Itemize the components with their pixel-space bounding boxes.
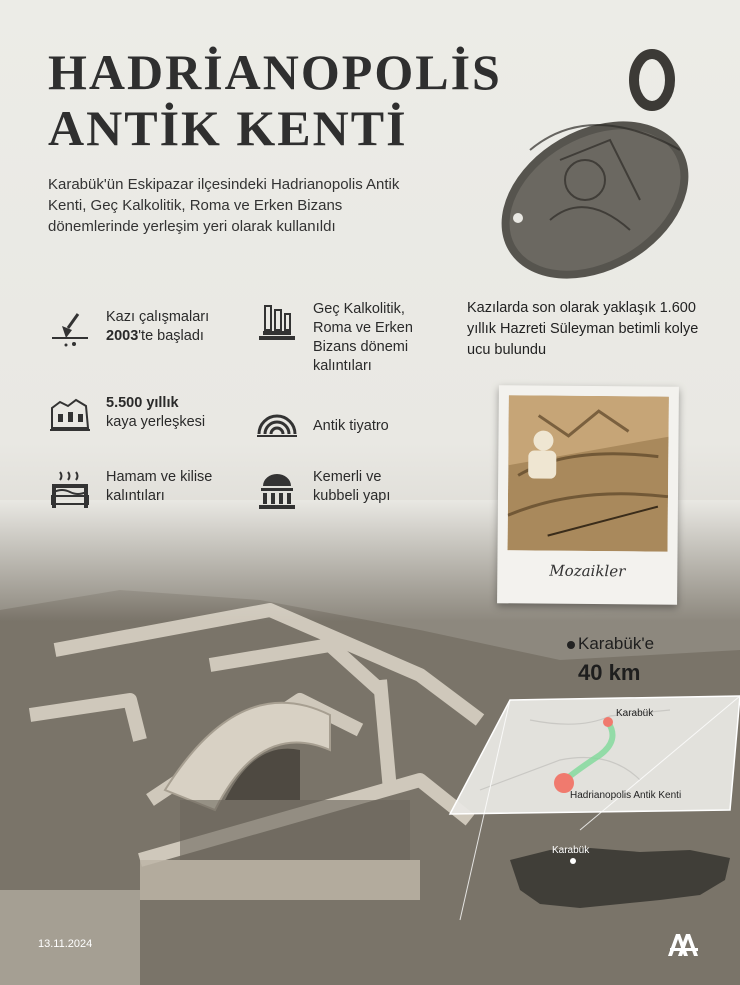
mosaic-photo xyxy=(508,395,669,551)
feature-theater-text: Antik tiyatro xyxy=(313,417,389,434)
domed-building-icon xyxy=(255,468,299,512)
feature-rock-age: 5.500 yıllık xyxy=(106,395,179,411)
feature-excavation-text: Kazı çalışmaları xyxy=(106,309,210,325)
map-label-karabuk: Karabük xyxy=(616,708,654,719)
feature-excavation xyxy=(48,308,248,352)
distance-value: 40 km xyxy=(578,660,641,685)
karabuk-marker xyxy=(603,717,613,727)
pendant-image xyxy=(490,40,710,290)
feature-excavation-suffix: 'te başladı xyxy=(138,328,204,344)
location-map xyxy=(440,690,740,930)
excavation-trowel-icon xyxy=(48,308,92,352)
turkey-map xyxy=(510,848,730,908)
aa-logo-icon xyxy=(666,930,700,958)
mosaic-caption: Mozaikler xyxy=(549,561,626,581)
column-ruins-icon xyxy=(255,300,299,344)
mosaic-polaroid xyxy=(497,385,679,605)
theater-icon xyxy=(255,404,299,448)
pendant-caption: Kazılarda son olarak yaklaşık 1.600 yıllık Hazreti Süleyman betimli kolye ucu bulundu xyxy=(467,300,699,358)
feature-rock-settlement xyxy=(48,394,248,438)
distance-dot xyxy=(567,641,575,649)
feature-excavation-year: 2003 xyxy=(106,328,139,344)
title-line-1: HADRİANOPOLİS xyxy=(48,44,502,100)
publish-date: 13.11.2024 xyxy=(38,938,93,950)
rock-settlement-icon xyxy=(48,394,92,438)
feature-domed-building-text: Kemerli ve kubbeli yapı xyxy=(313,469,391,504)
bath-church-icon xyxy=(48,468,92,512)
title-line-2: ANTİK KENTİ xyxy=(48,100,408,156)
feature-bath-church-text: Hamam ve kilise kalıntıları xyxy=(106,469,213,504)
page-title xyxy=(48,44,502,156)
feature-domed-building xyxy=(255,468,425,512)
feature-bath-church xyxy=(48,468,248,512)
feature-column-ruins-text: Geç Kalkolitik, Roma ve Erken Bizans dönemi kalıntıları xyxy=(313,301,413,374)
feature-column-ruins xyxy=(255,300,425,376)
feature-theater xyxy=(255,404,435,448)
turkey-label-karabuk: Karabük xyxy=(552,845,590,856)
intro-text: Karabük'ün Eskipazar ilçesindeki Hadrianopolis Antik Kenti, Geç Kalkolitik, Roma ve Erken Bizans dönemlerinde yerleşim yeri olarak kullanıldı xyxy=(48,176,400,235)
feature-rock-text: kaya yerleşkesi xyxy=(106,414,206,430)
map-label-site: Hadrianopolis Antik Kenti xyxy=(570,790,682,801)
distance-label: Karabük'e xyxy=(578,634,655,653)
